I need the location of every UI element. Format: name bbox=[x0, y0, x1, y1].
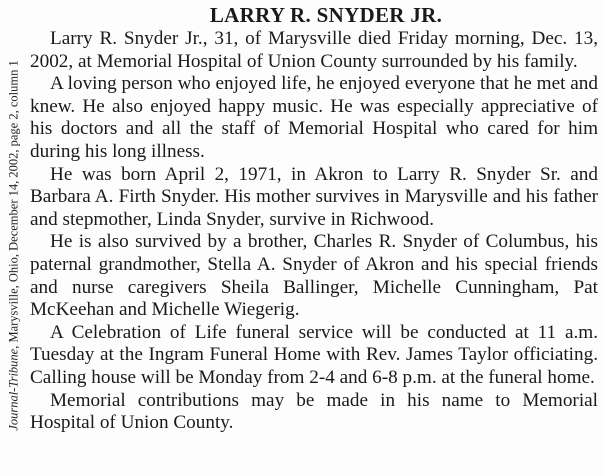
publication-details: , Marysville, Ohio, December 14, 2002, page 2, column 1 bbox=[6, 59, 21, 349]
obituary-paragraph-memorial: Memorial contributions may be made in his name to Memorial Hospital of Union County. bbox=[30, 389, 598, 434]
obituary-paragraph-personality: A loving person who enjoyed life, he enjoyed everyone that he met and knew. He also enjoyed happy music. He was especially appreciative of his doctors and all the staff of Memorial Hospital who cared for him during his long illness. bbox=[30, 73, 598, 162]
publication-name: Journal-Tribune bbox=[6, 348, 21, 431]
obituary-paragraph-survivors: He is also survived by a brother, Charles R. Snyder of Columbus, his paternal grandmother, Stella A. Snyder of Akron and his special friends and nurse caregivers Sheila Ballinger, Michelle Cunningham, Pat McKeehan and Michelle Wiegerig. bbox=[30, 231, 598, 321]
obituary-paragraph-birth: He was born April 2, 1971, in Akron to Larry R. Snyder Sr. and Barbara A. Firth Snyder. His mother survives in Marysville and his father and stepmother, Linda Snyder, survive in Richwood. bbox=[30, 163, 598, 230]
source-credit-text bbox=[7, 60, 22, 430]
obituary-paragraph-death-notice: Larry R. Snyder Jr., 31, of Marysville died Friday morning, Dec. 13, 2002, at Memorial Hospital of Union County surrounded by his family. bbox=[30, 28, 598, 72]
obituary-headline: LARRY R. SNYDER JR. bbox=[209, 3, 443, 27]
source-credit bbox=[2, 20, 26, 470]
obituary-article bbox=[30, 3, 598, 435]
obituary-paragraph-service: A Celebration of Life funeral service will be conducted at 11 a.m. Tuesday at the Ingram Funeral Home with Rev. James Taylor officiating. Calling house will be Monday from 2-4 and 6-8 p.m. at the funeral home. bbox=[30, 321, 598, 388]
